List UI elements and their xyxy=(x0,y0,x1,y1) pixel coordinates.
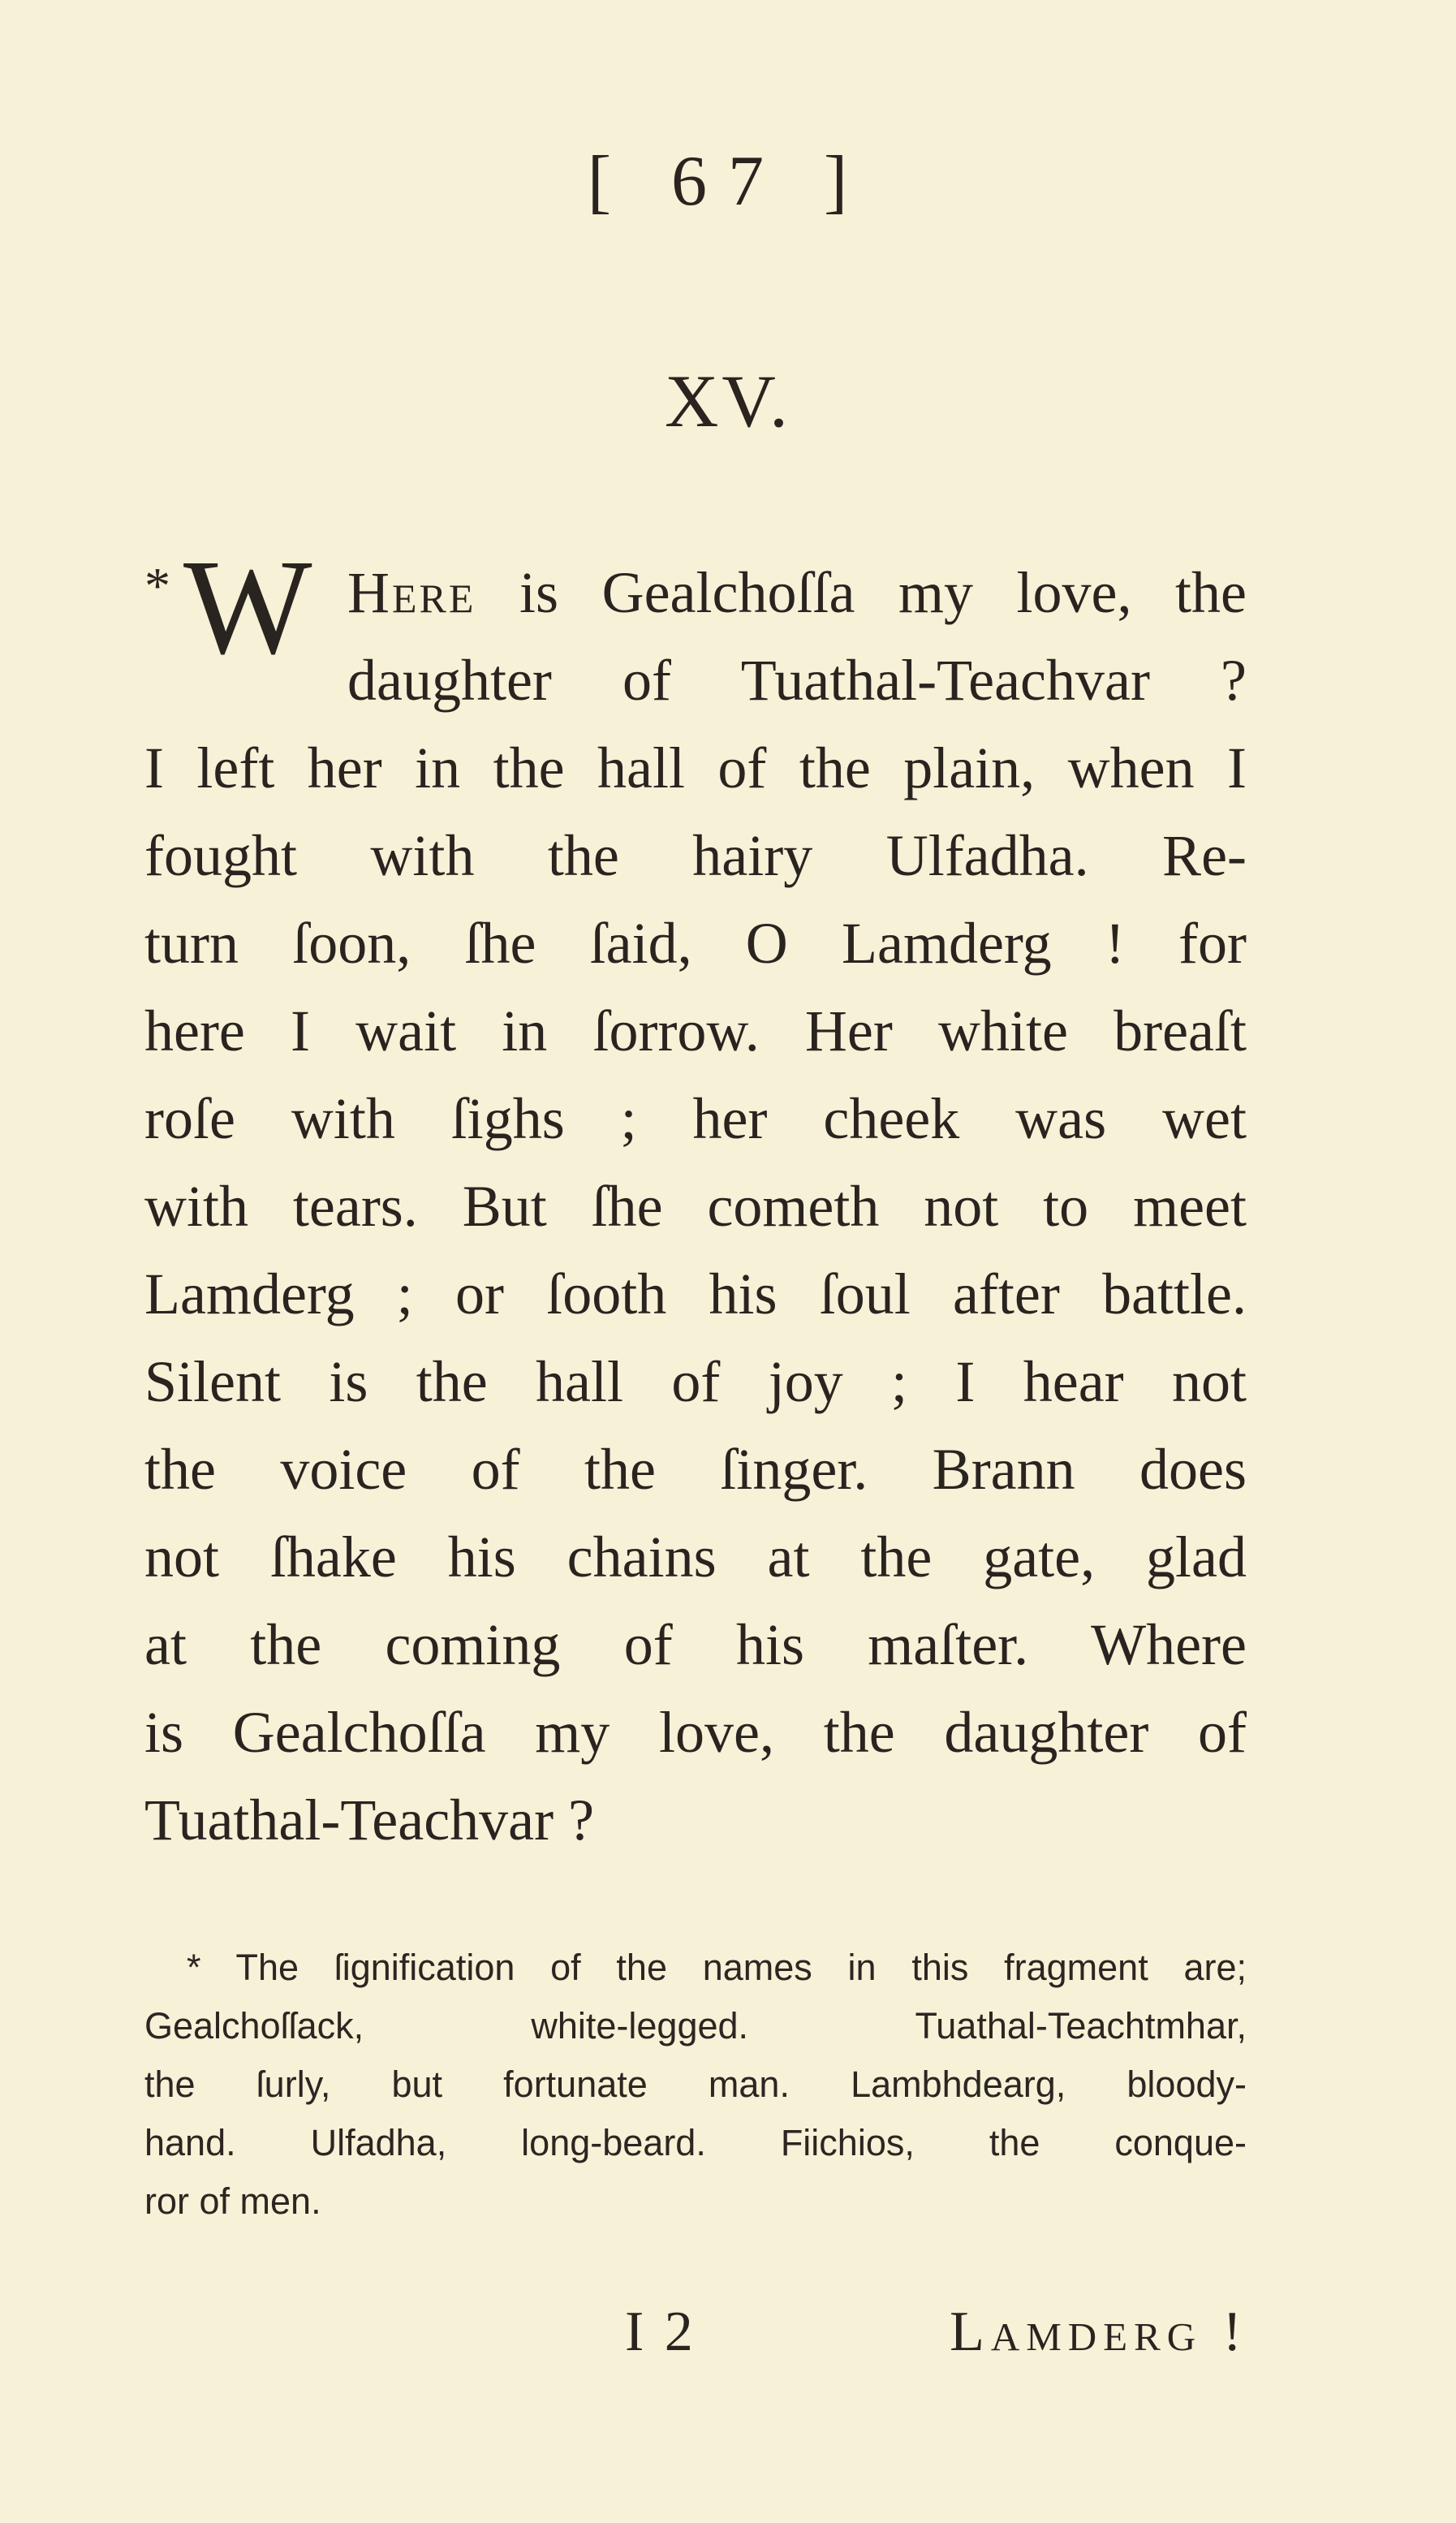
text-line: Silent is the hall of joy ; I hear not xyxy=(144,1349,1247,1414)
text-line: Lamderg ; or ſooth his ſoul after battle. xyxy=(144,1262,1247,1326)
first-word-small-caps: Here xyxy=(347,560,476,625)
text-line: turn ſoon, ſhe ſaid, O Lamderg ! for xyxy=(144,911,1247,976)
drop-cap: W xyxy=(183,532,312,683)
text-line: the voice of the ſinger. Brann does xyxy=(144,1437,1247,1502)
text-line: with tears. But ſhe cometh not to meet xyxy=(144,1174,1247,1239)
text-line: roſe with ſighs ; her cheek was wet xyxy=(144,1086,1247,1151)
footnote-line: the ſurly, but fortunate man. Lambhdearg, bloody- xyxy=(144,2064,1247,2105)
text-line: Tuathal-Teachvar ? xyxy=(144,1788,595,1852)
text-line: fought with the hairy Ulfadha. Re- xyxy=(144,823,1247,888)
footnote xyxy=(144,1939,1247,2231)
text-line: not ſhake his chains at the gate, glad xyxy=(144,1525,1247,1589)
footnote-line: ror of men. xyxy=(144,2180,321,2222)
catchword: Lamderg ! xyxy=(950,2301,1248,2363)
text-line: at the coming of his maſter. Where xyxy=(144,1612,1247,1677)
text-line: is Gealchoſſa my love, the daughter of xyxy=(144,1700,1247,1765)
text-line: daughter of Tuathal-Teachvar ? xyxy=(347,648,1247,713)
signature-mark: I 2 xyxy=(625,2301,696,2363)
text-line: I left her in the hall of the plain, when I xyxy=(144,735,1247,800)
footnote-marker: * xyxy=(144,557,170,615)
footnote-line: Gealchoſſack, white-legged. Tuathal-Teachtmhar, xyxy=(144,2005,1247,2046)
text-line: is Gealchoſſa my love, the xyxy=(519,560,1247,625)
text-line: here I wait in ſorrow. Her white breaſt xyxy=(144,998,1247,1063)
footnote-line: * The ſignification of the names in this fragment are; xyxy=(187,1947,1247,1988)
footnote-line: hand. Ulfadha, long-beard. Fiichios, the conque- xyxy=(144,2122,1247,2163)
page-number: [ 67 ] xyxy=(587,142,869,221)
chapter-heading: XV. xyxy=(664,360,792,442)
poem-text xyxy=(144,532,1247,1864)
